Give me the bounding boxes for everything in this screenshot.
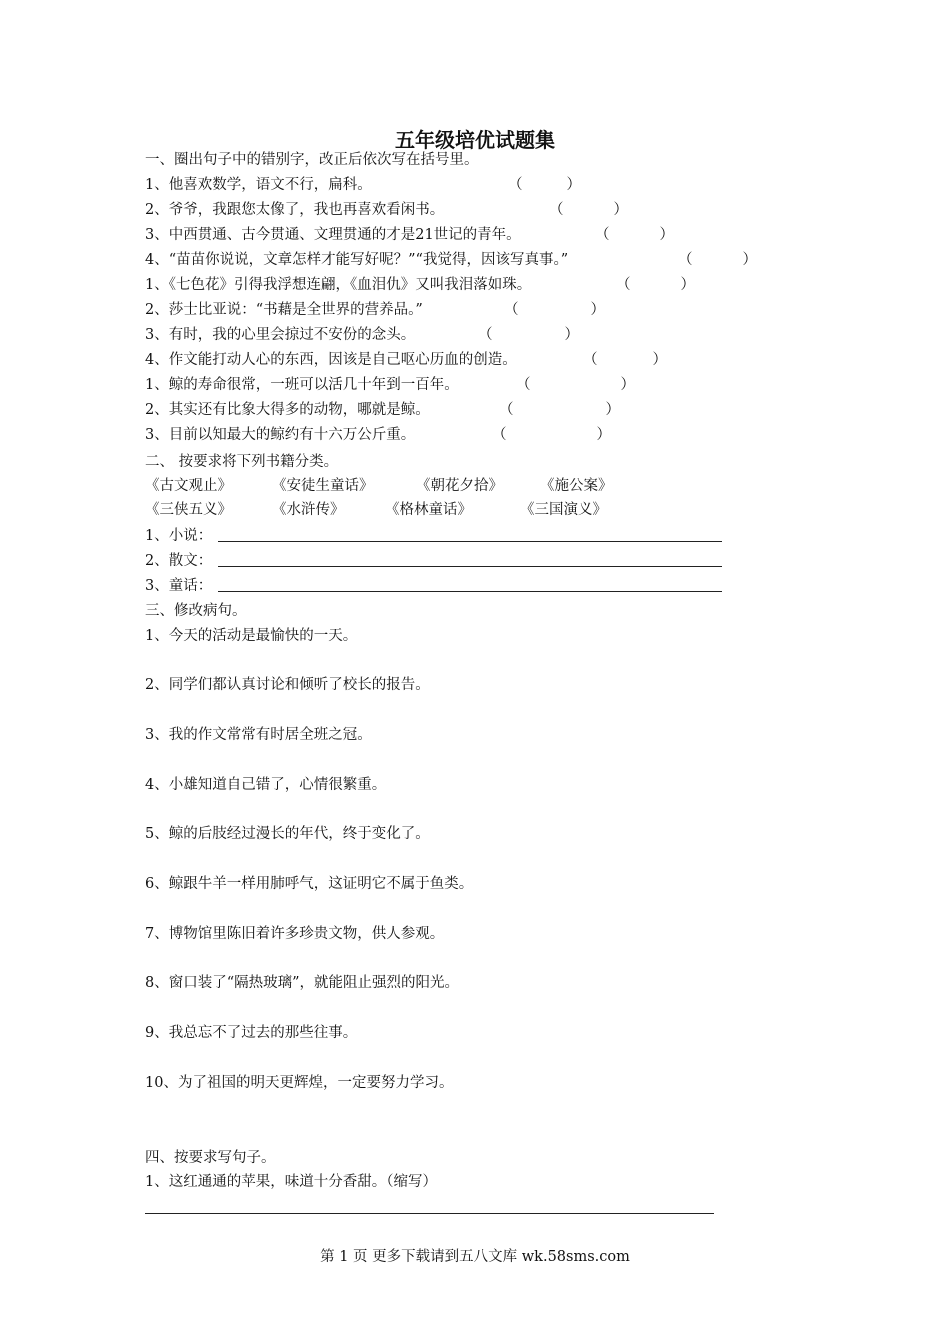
s1-answer-paren-2: （ ）: [549, 202, 628, 218]
s1-answer-paren-6: （ ）: [504, 302, 605, 318]
section1-heading: 一、圈出句子中的错别字，改正后依次写在括号里。: [145, 152, 479, 168]
s1-answer-paren-10: （ ）: [499, 402, 620, 418]
s1-answer-paren-3: （ ）: [595, 227, 674, 243]
s3-item-8: 8、窗口装了“隔热玻璃”，就能阻止强烈的阳光。: [145, 975, 460, 991]
s1-answer-paren-5: （ ）: [616, 277, 695, 293]
category-fairytale-answer-line[interactable]: [218, 591, 722, 592]
s1-item-4: 4、“苗苗你说说，文章怎样才能写好呢？”“我觉得，因该写真事。”: [145, 252, 569, 268]
s1-answer-paren-8: （ ）: [583, 352, 667, 368]
category-novel-answer-line[interactable]: [218, 541, 722, 542]
s4-answer-line[interactable]: [145, 1213, 714, 1214]
s1-item-3: 3、中西贯通、古今贯通、文理贯通的才是21世记的青年。: [145, 227, 521, 243]
s4-item-1: 1、这红通通的苹果，味道十分香甜。（缩写）: [145, 1174, 437, 1190]
book-title: 《三国演义》: [520, 502, 607, 518]
s1-item-11: 3、目前以知最大的鲸约有十六万公斤重。: [145, 427, 416, 443]
category-novel-label: 1、小说：: [145, 528, 213, 544]
section3-heading: 三、修改病句。: [145, 603, 247, 619]
s3-item-10: 10、为了祖国的明天更辉煌，一定要努力学习。: [145, 1075, 454, 1091]
s1-item-9: 1、鲸的寿命很常，一班可以活几十年到一百年。: [145, 377, 459, 393]
s3-item-1: 1、今天的活动是最愉快的一天。: [145, 628, 358, 644]
s1-item-1: 1、他喜欢数学，语文不行，扁科。: [145, 177, 372, 193]
book-title: 《朝花夕拾》: [416, 478, 503, 494]
category-prose-label: 2、散文：: [145, 553, 213, 569]
s1-item-5: 1、《七色花》引得我浮想连翩，《血泪仇》又叫我泪落如珠。: [145, 277, 532, 293]
s3-item-2: 2、同学们都认真讨论和倾听了校长的报告。: [145, 677, 430, 693]
page-footer: 第 1 页 更多下载请到五八文库 wk.58sms.com: [320, 1249, 630, 1265]
book-title: 《三侠五义》: [145, 502, 232, 518]
book-title: 《水浒传》: [272, 502, 345, 518]
s1-answer-paren-4: （ ）: [678, 252, 757, 268]
page-title: 五年级培优试题集: [395, 128, 555, 152]
s1-item-7: 3、有时，我的心里会掠过不安份的念头。: [145, 327, 416, 343]
s3-item-4: 4、小雄知道自己错了，心情很繁重。: [145, 777, 387, 793]
s1-answer-paren-9: （ ）: [516, 377, 635, 393]
s3-item-6: 6、鲸跟牛羊一样用肺呼气，这证明它不属于鱼类。: [145, 876, 474, 892]
section4-heading: 四、按要求写句子。: [145, 1150, 276, 1166]
book-title: 《施公案》: [540, 478, 613, 494]
book-title: 《古文观止》: [145, 478, 232, 494]
s3-item-5: 5、鲸的后肢经过漫长的年代，终于变化了。: [145, 826, 430, 842]
s1-item-10: 2、其实还有比象大得多的动物，哪就是鲸。: [145, 402, 430, 418]
s3-item-9: 9、我总忘不了过去的那些往事。: [145, 1025, 358, 1041]
category-fairytale-label: 3、童话：: [145, 578, 213, 594]
book-title: 《安徒生童话》: [272, 478, 374, 494]
s1-answer-paren-7: （ ）: [478, 327, 579, 343]
s1-item-6: 2、莎士比亚说：“书藉是全世界的营养品。”: [145, 302, 423, 318]
s1-item-2: 2、爷爷，我跟您太像了，我也再喜欢看闲书。: [145, 202, 445, 218]
category-prose-answer-line[interactable]: [218, 566, 722, 567]
s3-item-7: 7、博物馆里陈旧着许多珍贵文物，供人参观。: [145, 926, 445, 942]
s1-answer-paren-11: （ ）: [492, 427, 611, 443]
book-title: 《格林童话》: [385, 502, 472, 518]
section2-heading: 二、 按要求将下列书籍分类。: [145, 454, 339, 470]
s1-answer-paren-1: （ ）: [508, 177, 581, 193]
s3-item-3: 3、我的作文常常有时居全班之冠。: [145, 727, 372, 743]
s1-item-8: 4、作文能打动人心的东西，因该是自己呕心历血的创造。: [145, 352, 517, 368]
